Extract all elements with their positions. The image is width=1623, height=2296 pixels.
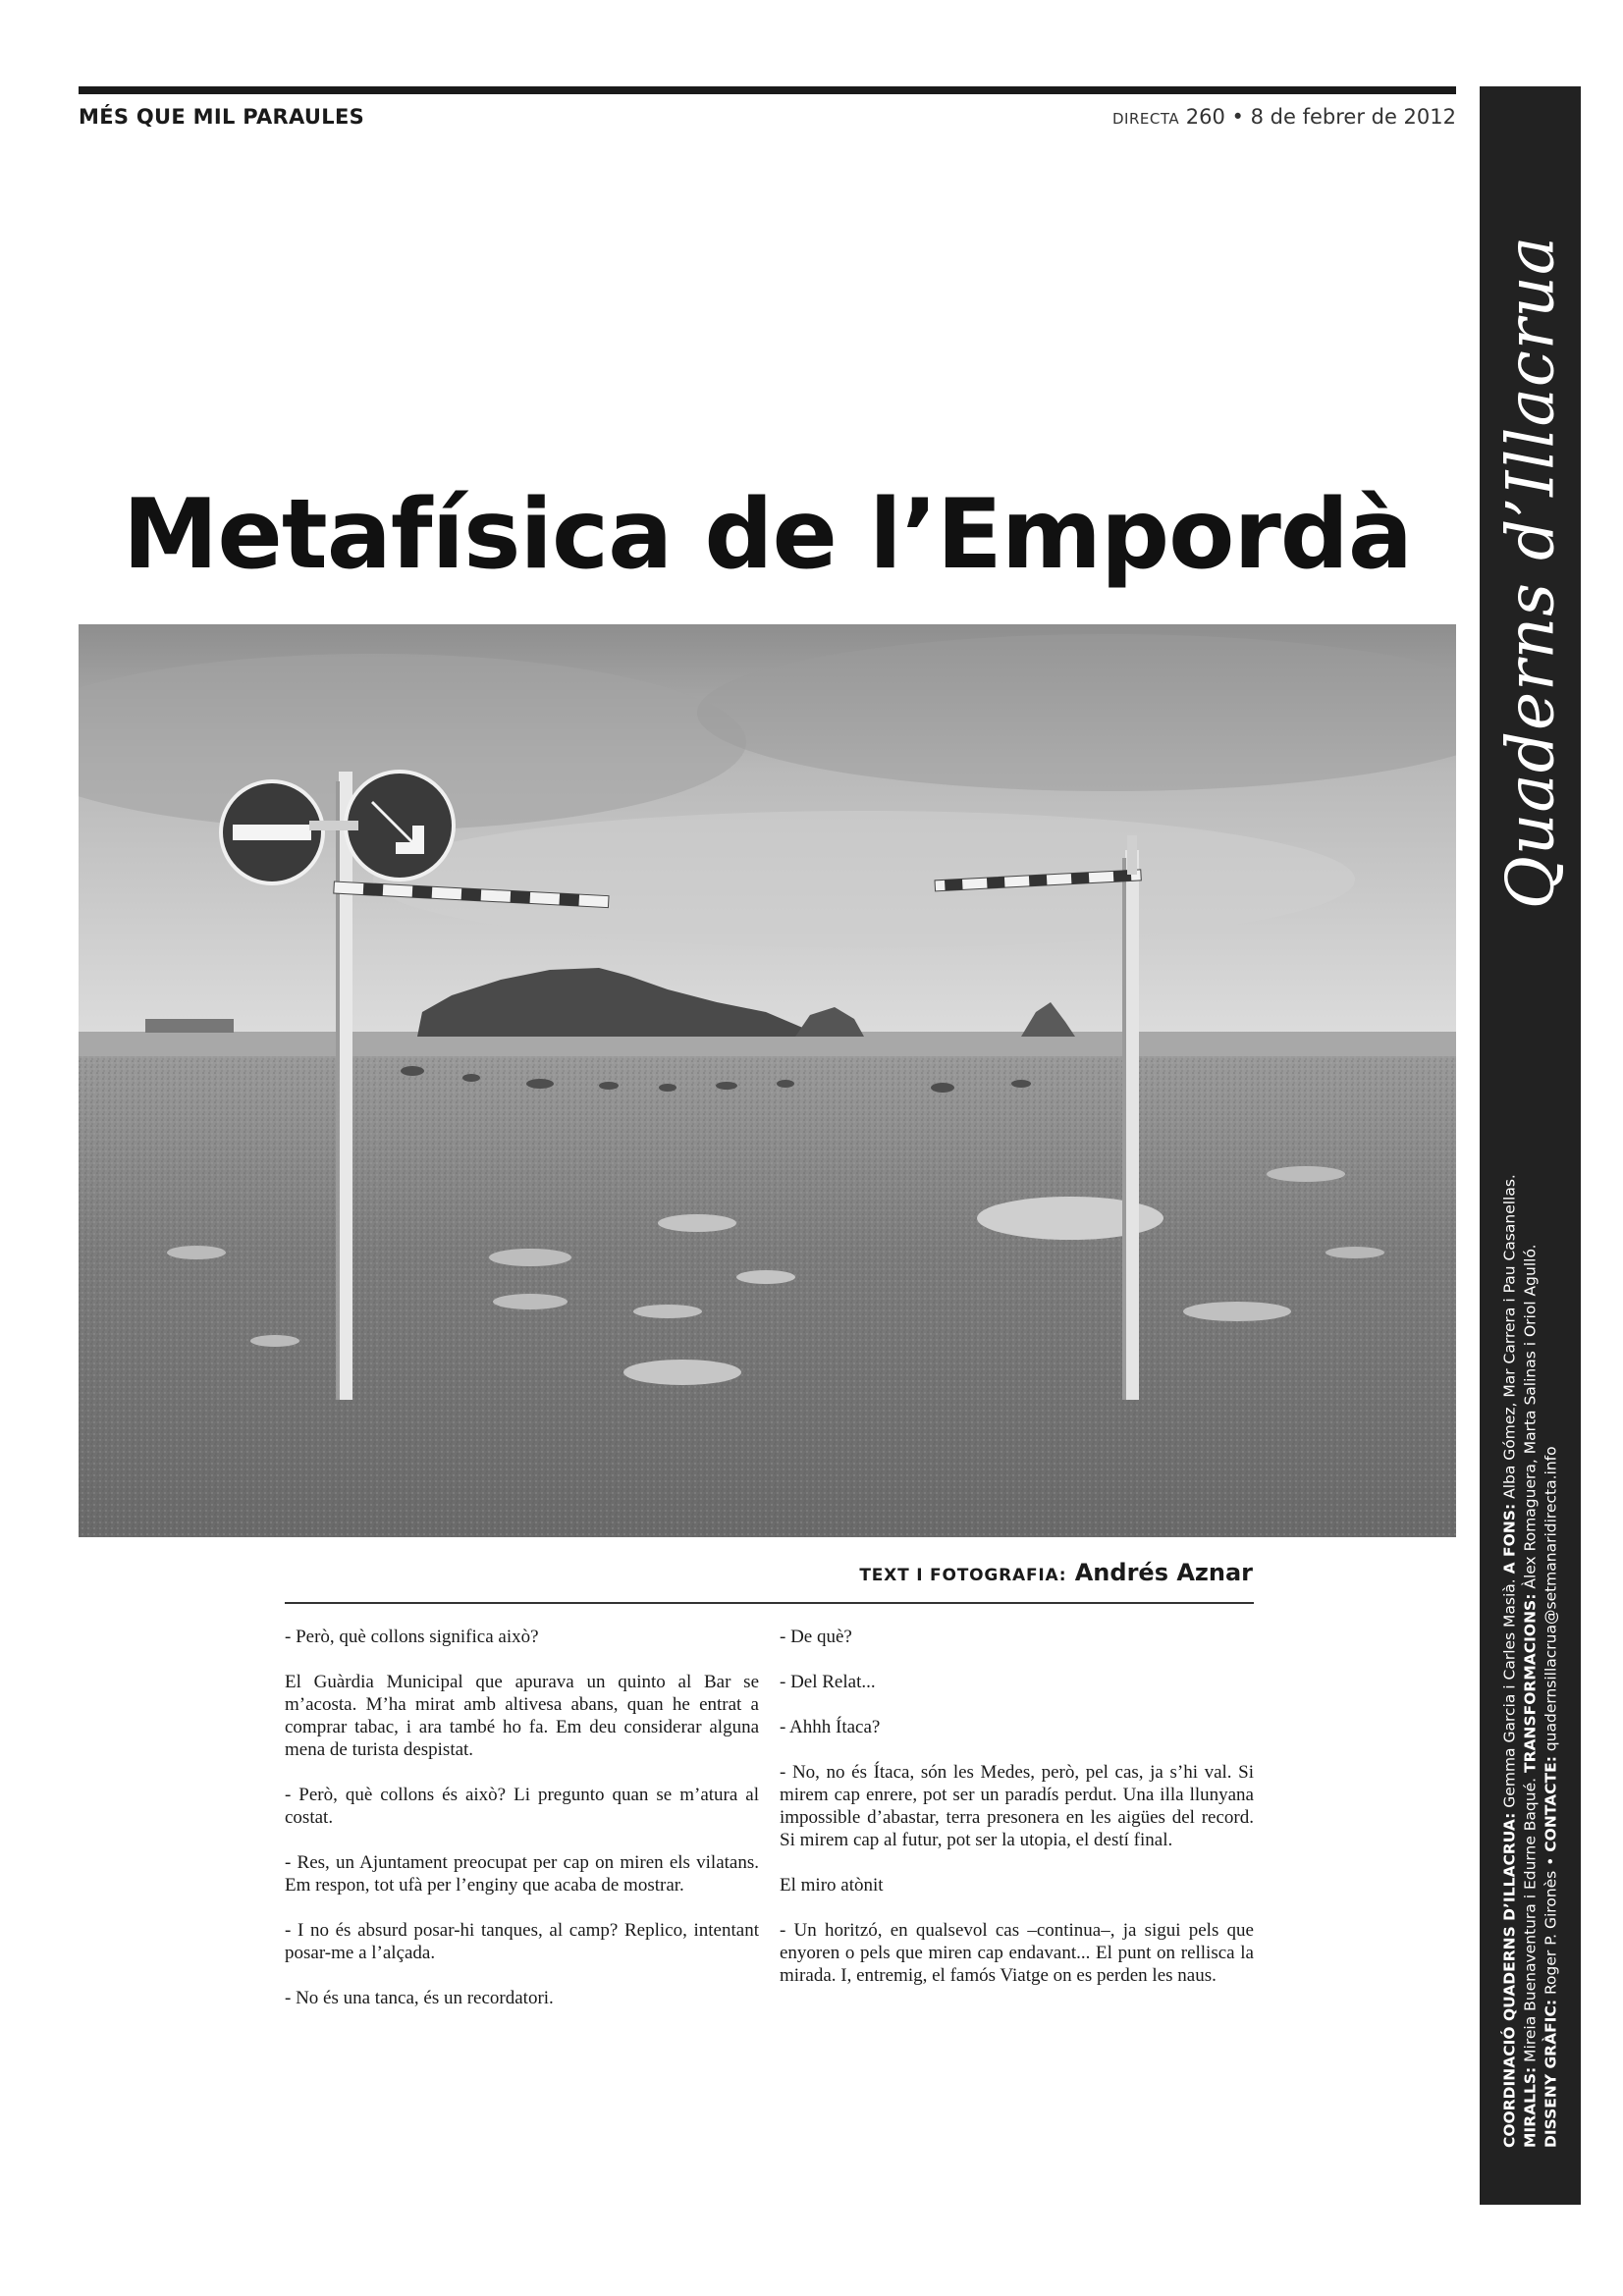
paragraph: - Ahhh Ítaca? (780, 1717, 881, 1737)
paragraph: - Però, què collons significa això? (285, 1627, 539, 1647)
issue-date: 260 • 8 de febrer de 2012 (1185, 105, 1456, 129)
credits-line: COORDINACIÓ QUADERNS D’ILLACRUA: Gemma Garcia i Carles Masià. A FONS: Alba Gómez, Mar Carrera i Pau Casanellas. (1500, 1174, 1518, 2148)
paragraph: - I no és absurd posar-hi tanques, al camp? Replico, intentant posar-me a l’alçada. (285, 1920, 759, 1963)
paragraph: El Guàrdia Municipal que apurava un quinto al Bar se m’acosta. M’ha mirat amb altivesa abans, quan he entrat a comprar tabac, i ara també ho fa. Em deu considerar alguna mena de turista despistat. (285, 1672, 759, 1760)
paragraph: - Però, què collons és això? Li pregunto quan se m’atura al costat. (285, 1785, 759, 1828)
credits-line: MIRALLS: Mireia Buenaventura i Edurne Baqué. TRANSFORMACIONS: Àlex Romaguera, Marta Salinas i Oriol Agulló. (1521, 1244, 1539, 2148)
paragraph: - No, no és Ítaca, són les Medes, però, pel cas, ja s’hi val. Si mirem cap enrere, pot ser un paradís perdut. Una illa llunyana impossible d’abastar, terra presonera en les aigües del record. Si mirem cap al futur, pot ser la utopia, el destí final. (780, 1762, 1254, 1850)
paragraph: El miro atònit (780, 1875, 884, 1896)
byline-rule (285, 1602, 1254, 1604)
credits-line: DISSENY GRÀFIC: Roger P. Gironès • CONTACTE: quadernsillacrua@setmanaridirecta.info (1542, 1446, 1559, 2148)
byline-role: TEXT I FOTOGRAFIA: (859, 1566, 1067, 1585)
paragraph: - Un horitzó, en qualsevol cas –continua–, ja sigui pels que enyoren o pels que miren cap endavant... El punt on rellisca la mirada. I, entremig, el famós Viatge on es perden les naus. (780, 1920, 1254, 1986)
sidebar (1480, 86, 1581, 2205)
top-rule (79, 86, 1456, 94)
publication-name: DIRECTA (1112, 110, 1180, 128)
article-column-left (285, 1626, 759, 2032)
section-title: MÉS QUE MIL PARAULES (79, 105, 365, 129)
paragraph: - Del Relat... (780, 1672, 876, 1692)
issue-info (1112, 105, 1456, 129)
credits (1499, 1088, 1561, 2148)
byline (859, 1559, 1253, 1586)
paragraph: - Res, un Ajuntament preocupat per cap on miren els vilatans. Em respon, tot ufà per l’enginy que acaba de mostrar. (285, 1852, 759, 1896)
article-column-right (780, 1626, 1254, 2009)
paragraph: - No és una tanca, és un recordatori. (285, 1988, 554, 2008)
headline: Metafísica de l’Empordà (122, 479, 1413, 591)
article-photo (79, 624, 1456, 1537)
byline-author: Andrés Aznar (1074, 1559, 1253, 1586)
paragraph: - De què? (780, 1627, 852, 1647)
brand-title: Quaderns d’Illacrua (1492, 235, 1568, 910)
